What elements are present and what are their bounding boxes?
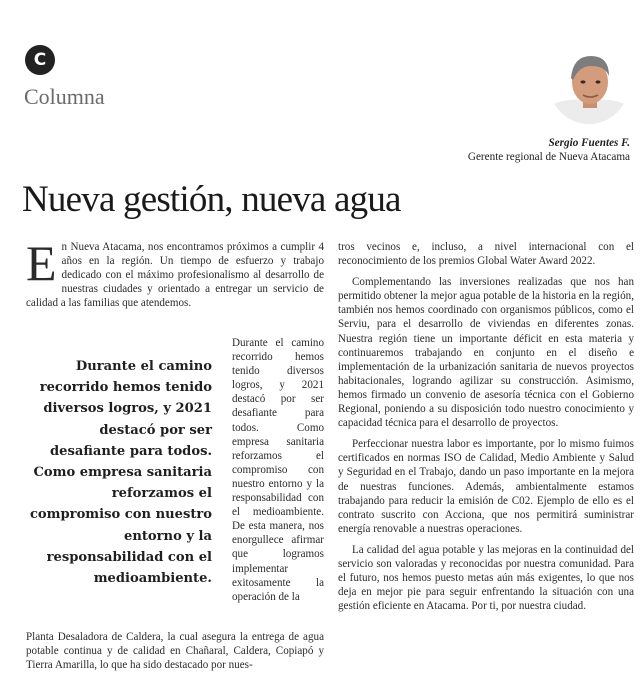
section-badge: C	[25, 45, 55, 75]
right-column-start: tros vecinos e, incluso, a nivel internacional con el reconocimiento de los premios Global Water Award 2022.	[338, 241, 634, 268]
article-headline: Nueva gestión, nueva agua	[22, 179, 401, 220]
lead-paragraph	[26, 235, 324, 310]
lead-text: n Nueva Atacama, nos encontramos próximos a cumplir 4 años en la región. Un tiempo de esfuerzo y trabajo dedicado con el máximo profesionalismo al desarrollo de nuestras ciudades y orientado a entregar un servicio de calidad a las familias que atendemos.	[26, 241, 324, 310]
author-byline	[468, 136, 630, 164]
author-role: Gerente regional de Nueva Atacama	[467, 151, 630, 163]
pull-quote: Durante el camino recorrido hemos tenido diversos logros, y 2021 destacó por ser desafiante para todos. Como empresa sanitaria reforzamos el compromiso con nuestro entorno y la responsabilidad con el medioambiente.	[29, 359, 212, 587]
bottom-continuation: Planta Desaladora de Caldera, la cual asegura la entrega de agua potable continua y de calidad en Chañaral, Caldera, Copiapó y Tierra Amarilla, lo que ha sido destacado por nues-	[26, 631, 324, 672]
section-label: Columna	[24, 84, 105, 109]
author-name: Sergio Fuentes F.	[548, 137, 630, 149]
narrow-column: Durante el camino recorrido hemos tenido diversos logros, y 2021 destacó por ser desafiante para todos. Como empresa sanitaria reforzamos el compromiso con nuestro entorno y la responsabilidad con el medioambiente. De esta manera, nos enorgullece afirmar que logramos implementar exitosamente la operación de la	[232, 337, 324, 603]
body-paragraph: La calidad del agua potable y las mejoras en la continuidad del servicio son valoradas y reconocidas por nuestra comunidad. Para el futuro, nos hemos puesto metas aún más exigentes, lo que nos deja en mejor pie para seguir enfrentando la situación con una gestión eficiente en Atacama. Por ti, por nuestra ciudad.	[338, 543, 634, 613]
author-photo	[549, 44, 629, 124]
body-paragraph: Perfeccionar nuestra labor es importante, por lo mismo fuimos certificados en normas ISO de Calidad, Medio Ambiente y Salud y Seguridad en el Trabajo, dando un paso importante en la mejora de nuestras funciones. Además, ambientalmente estamos trabajando para reducir la emisión de C02. Ejemplo de ello es el contrato suscrito con Acciona, que nos permitirá suministrar energía renovable a nuestras operaciones.	[338, 438, 634, 535]
right-column	[338, 240, 634, 620]
drop-cap: E	[26, 235, 57, 291]
lead-column	[26, 235, 324, 317]
body-paragraph: Complementando las inversiones realizadas que nos han permitido obtener la mejor agua potable de la historia en la región, también nos hemos coordinado con organismos públicos, como el Serviu, para el desarrollo de viviendas en diferentes zonas. Nuestra región tiene un importante déficit en esta materia y continuaremos trabajando en conjunto en el diseño e implementación de la urbanización sanitaria de nuevos proyectos habitacionales, logrando agilizar su construcción. Asimismo, hemos firmado un convenio de asesoría técnica con el Gobierno Regional, poniendo a su disposición todo nuestro conocimiento y capacidad técnica para el desarrollo de proyectos.	[338, 276, 634, 430]
